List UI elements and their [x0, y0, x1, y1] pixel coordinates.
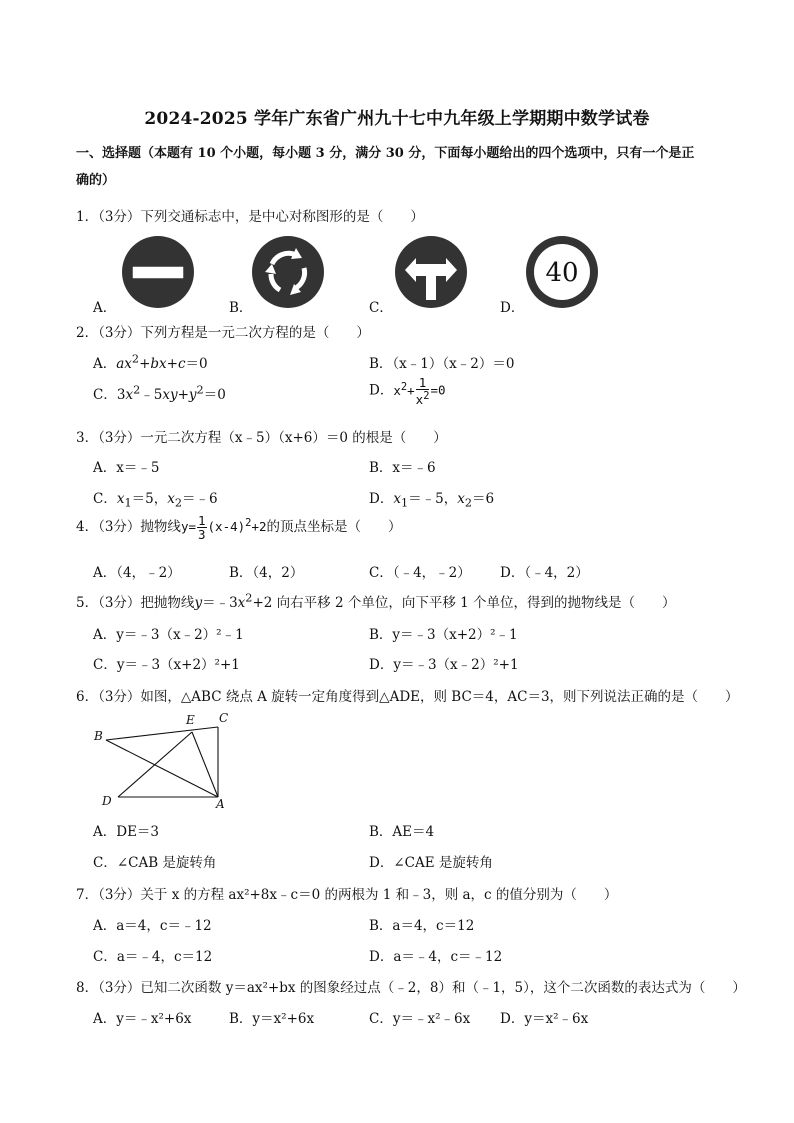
question-3-stem: 3．（3分）一元二次方程（x﹣5）（x+6）＝0 的根是（ ） [76, 430, 447, 446]
question-4-stem: 4．（3分）抛物线y= $\frac{1}{3}$ $(x-4)^2+2$的顶点坐标是（ ） [76, 513, 402, 542]
question-1-stem: 1．（3分）下列交通标志中，是中心对称图形的是（ ） [76, 209, 424, 225]
section-heading-line2: 确的） [76, 173, 116, 188]
question-2-stem: 2．（3分）下列方程是一元二次方程的是（ ） [76, 325, 370, 341]
turn-left-or-right-sign-icon [393, 234, 469, 310]
q1-option-b: B． [229, 300, 253, 316]
q4-option-d: D．（﹣4，2） [500, 565, 589, 581]
q6-option-b: B．AE＝4 [369, 824, 435, 840]
q8-option-d: D．y＝x²﹣6x [500, 1011, 589, 1027]
q8-option-a: A．y＝﹣x²+6x [93, 1011, 192, 1027]
q3-option-d: D．$x_1=﹣5$，$x_2=6$ [369, 491, 495, 510]
q3-option-a: A．x＝﹣5 [93, 460, 160, 476]
q2-option-a: A．$ax^2+bx+c=0$ [93, 352, 208, 372]
segment-ba [106, 740, 218, 797]
q6-option-c: C．∠CAB 是旋转角 [93, 855, 217, 871]
q1-option-c: C． [369, 300, 393, 316]
speed-limit-sign-icon [524, 234, 600, 310]
q8-option-c: C．y＝﹣x²﹣6x [369, 1011, 471, 1027]
q6-option-d: D．∠CAE 是旋转角 [369, 855, 493, 871]
speed-limit-value: 40 [545, 258, 579, 288]
point-d-label: D [102, 794, 112, 808]
q1-option-d: D． [500, 300, 525, 316]
no-entry-sign-icon [120, 234, 196, 310]
point-a-label: A [216, 797, 225, 810]
q4-option-b: B．（4，2） [229, 565, 304, 581]
question-6-stem: 6．（3分）如图，△ABC 绕点 A 旋转一定角度得到△ADE，则 BC＝4，AC＝3，则下列说法正确的是（ ） [76, 689, 739, 705]
q2-option-b: B．（x﹣1）（x﹣2）＝0 [369, 356, 515, 372]
q2-option-d: D．$x^2+$ $\frac{1}{x^2}$ =0 [369, 375, 446, 408]
q6-option-a: A．DE＝3 [93, 824, 160, 840]
point-e-label: E [186, 713, 195, 727]
point-c-label: C [219, 711, 229, 725]
q7-option-d: D．a＝﹣4，c＝﹣12 [369, 949, 503, 965]
q7-option-b: B．a＝4，c＝12 [369, 918, 475, 934]
section-heading-line1: 一、选择题（本题有 10 个小题，每小题 3 分，满分 30 分，下面每小题给出的四个选项中，只有一个是正 [76, 146, 695, 161]
question-5-stem: 5．（3分）把抛物线$y=﹣3x^2+2$ 向右平移 2 个单位，向下平移 1 个单位，得到的抛物线是（ ） [76, 591, 676, 611]
q4-option-c: C．（﹣4，﹣2） [369, 565, 471, 581]
q5-option-a: A．y＝﹣3（x﹣2）²﹣1 [93, 627, 244, 643]
q5-option-c: C．y＝﹣3（x+2）²+1 [93, 657, 240, 673]
question-8-stem: 8．（3分）已知二次函数 y＝ax²+bx 的图象经过点（﹣2，8）和（﹣1，5），这个二次函数的表达式为（ ） [76, 980, 746, 996]
q2-option-c: C．$3x^2﹣5xy+y^2=0$ [93, 383, 226, 403]
q5-option-b: B．y＝﹣3（x+2）²﹣1 [369, 627, 518, 643]
q4-option-a: A．（4，﹣2） [93, 565, 181, 581]
roundabout-sign-icon [250, 234, 326, 310]
q1-option-a: A． [93, 300, 117, 316]
q5-option-d: D．y＝﹣3（x﹣2）²+1 [369, 657, 519, 673]
point-b-label: B [94, 729, 103, 743]
rotation-triangle-figure [92, 710, 242, 810]
question-7-stem: 7．（3分）关于 x 的方程 ax²+8x﹣c＝0 的两根为 1 和﹣3，则 a，c 的值分别为（ ） [76, 887, 618, 903]
page-title: 2024-2025 学年广东省广州九十七中九年级上学期期中数学试卷 [144, 109, 650, 129]
segment-bc [106, 727, 218, 740]
q7-option-a: A．a＝4，c＝﹣12 [93, 918, 212, 934]
q3-option-c: C．$x_1=5$，$x_2=﹣6$ [93, 491, 218, 510]
segment-ea [192, 732, 218, 797]
q8-option-b: B．y＝x²+6x [229, 1011, 315, 1027]
segment-de [118, 732, 192, 797]
q7-option-c: C．a＝﹣4，c＝12 [93, 949, 213, 965]
q3-option-b: B．x＝﹣6 [369, 460, 436, 476]
